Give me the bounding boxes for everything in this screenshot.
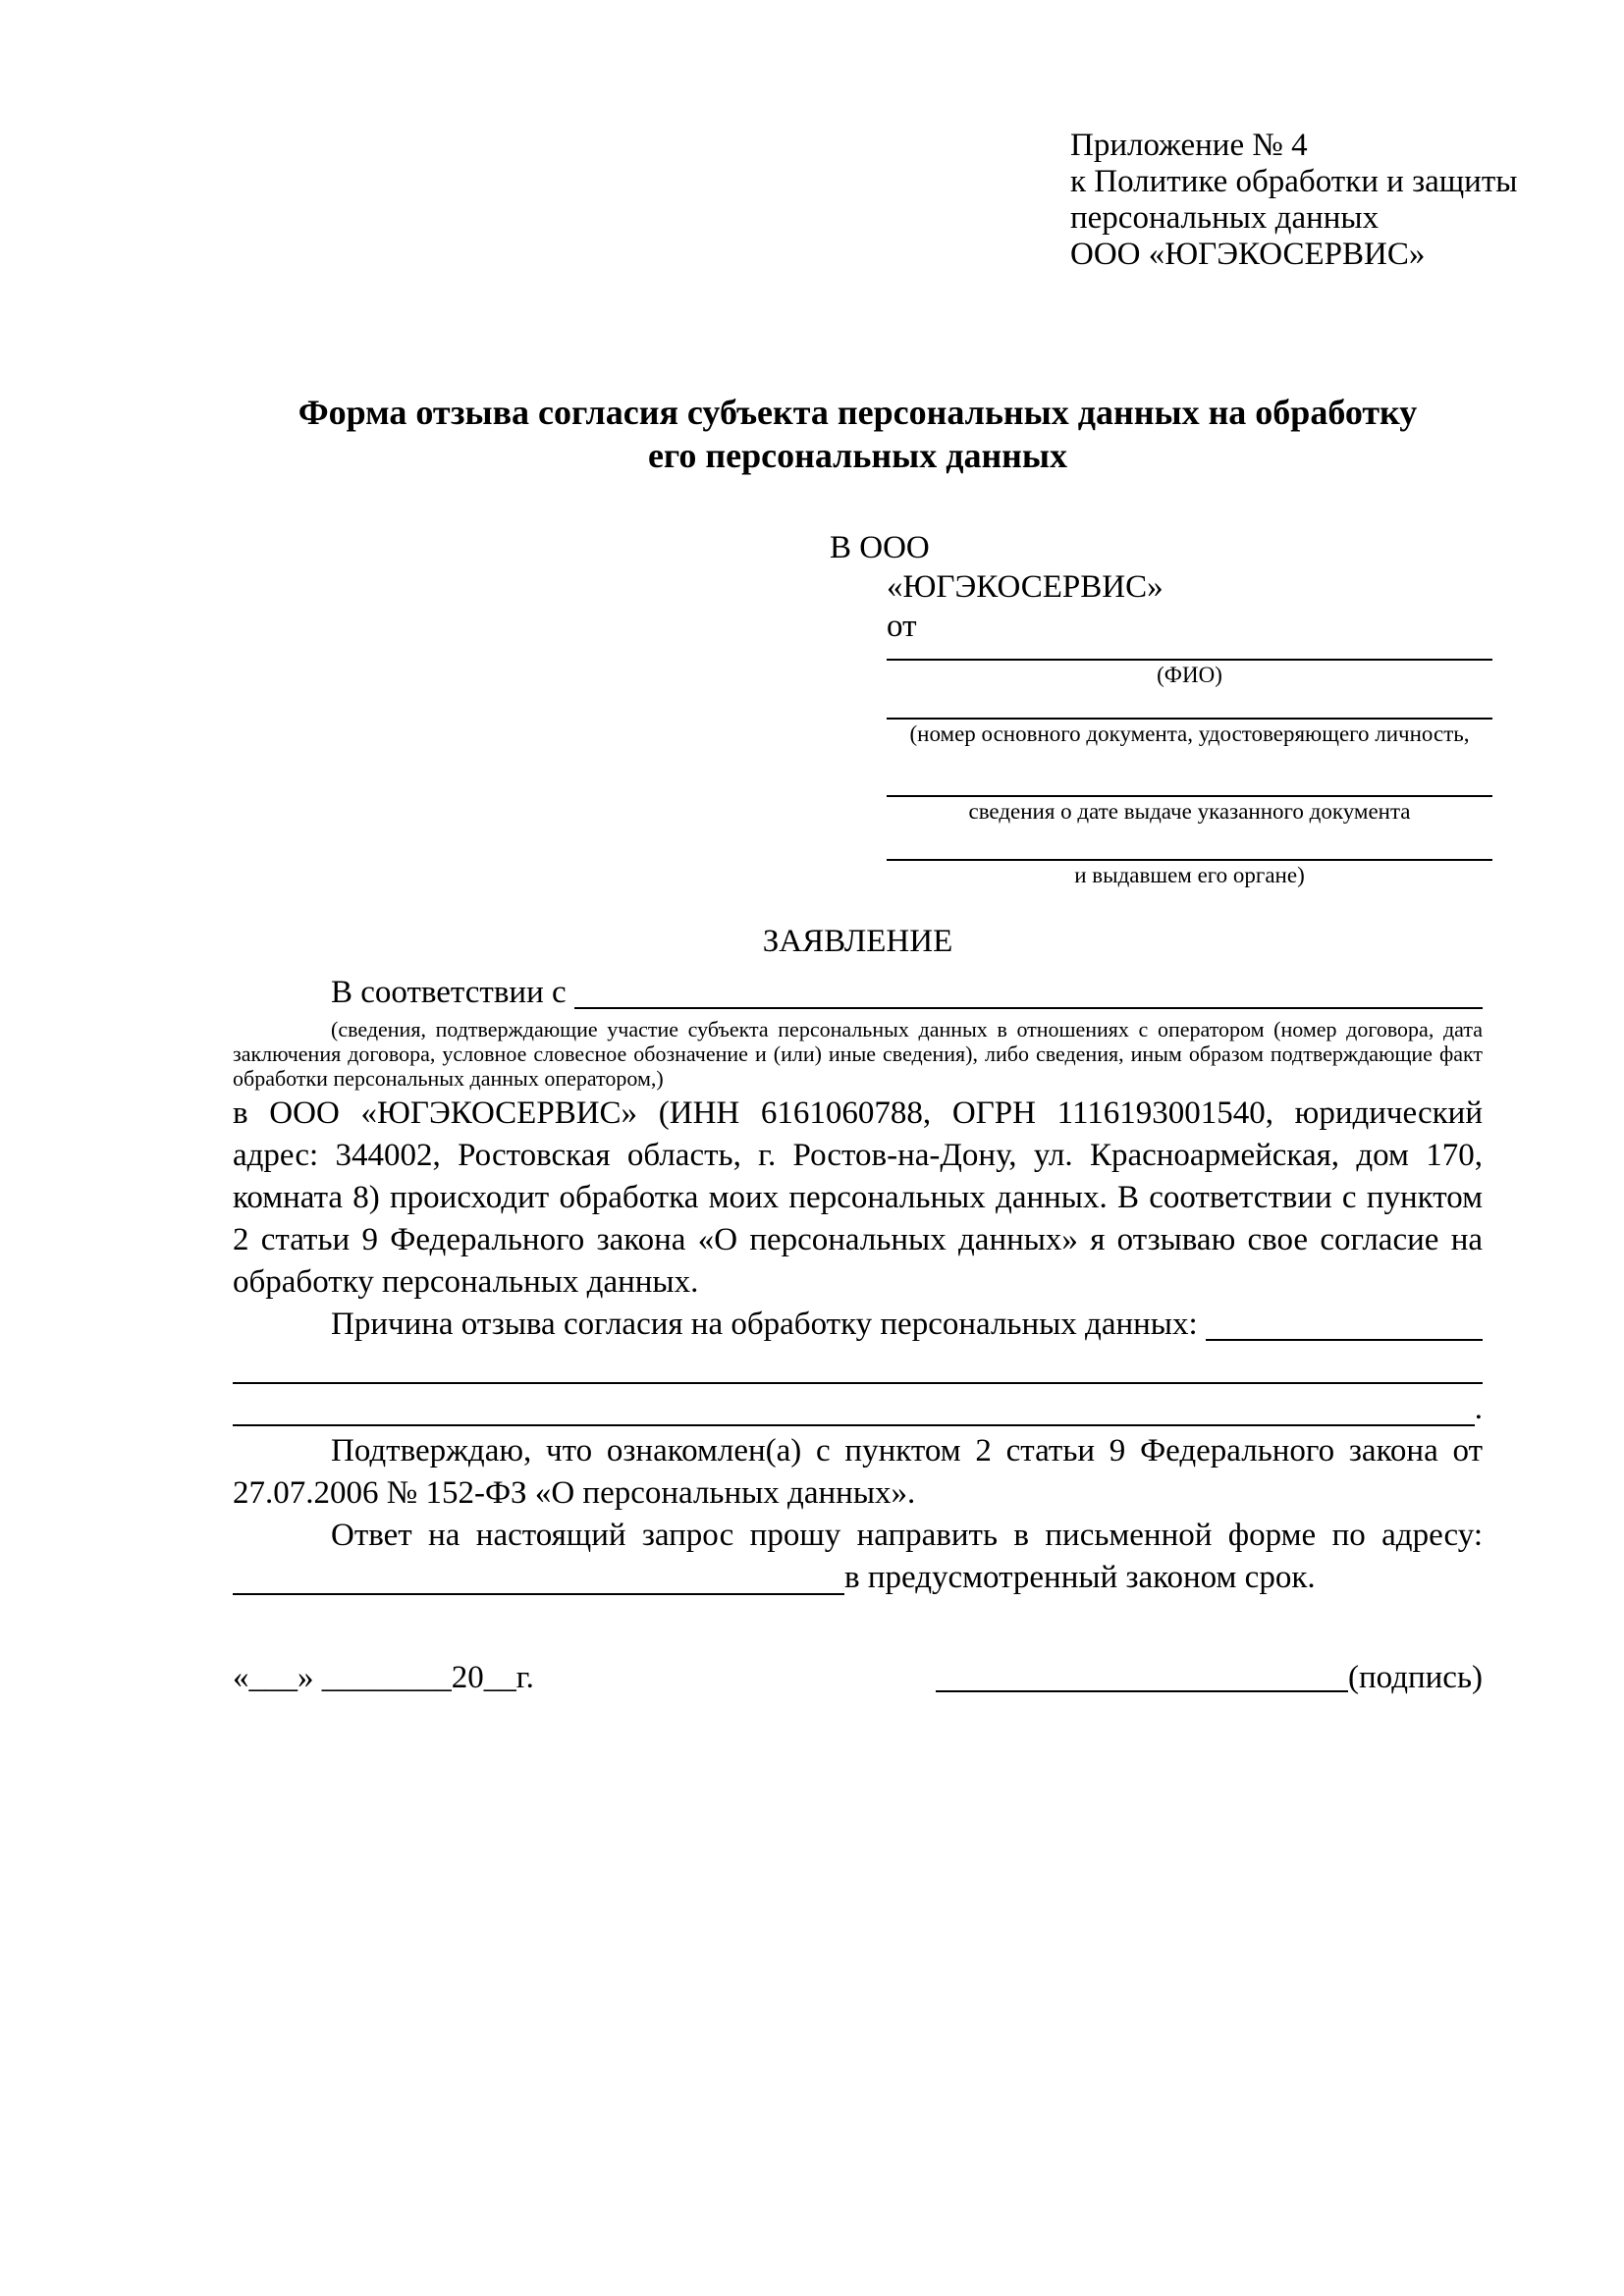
reply-address-row: [233, 1557, 1483, 1599]
statement-heading: ЗАЯВЛЕНИЕ: [762, 924, 953, 959]
issue-date-blank-line: [887, 749, 1492, 797]
document-number-caption: (номер основного документа, удостоверяющего личность,: [909, 721, 1470, 746]
annex-line-1: Приложение № 4: [1070, 128, 1308, 163]
reply-tail-text: в предусмотренный законом срок.: [844, 1560, 1316, 1595]
reason-blank-row-1: [233, 1346, 1483, 1388]
fio-caption: (ФИО): [1157, 663, 1222, 687]
issuing-authority-caption: и выдавшем его органе): [1074, 863, 1305, 887]
annex-line-4: ООО «ЮГЭКОСЕРВИС»: [1070, 237, 1426, 272]
signature-group: [936, 1657, 1483, 1699]
signature-blank-line: [936, 1657, 1348, 1692]
document-number-blank-line: [887, 690, 1492, 720]
addressee-from-label: от: [887, 609, 917, 644]
annex-line-2: к Политике обработки и защиты: [1070, 164, 1518, 199]
reason-blank-row-2: [233, 1388, 1483, 1430]
statement-main-text: в ООО «ЮГЭКОСЕРВИС» (ИНН 6161060788, ОГРН 1116193001540, юридический адрес: 344002, Ростовская область, г. Ростов-на-Дону, ул. Красноармейская, дом 170, комната 8) происходит обработка моих персональных данных. В соответствии с пунктом 2 статьи 9 Федерального закона «О персональных данных» я отзываю свое согласие на обработку персональных данных.: [233, 1095, 1483, 1300]
reply-request-text: Ответ на настоящий запрос прошу направить в письменной форме по адресу:: [331, 1518, 1483, 1553]
issuing-authority-blank-line: [887, 827, 1492, 861]
accordance-lead-text: В соответствии с: [331, 975, 574, 1010]
reason-lead-text: Причина отзыва согласия на обработку персональных данных:: [331, 1307, 1206, 1342]
blank-line-period: .: [1474, 1391, 1483, 1426]
address-blank-line: [233, 1557, 844, 1595]
reason-blank-line: [1206, 1304, 1483, 1341]
accordance-blank-line: [574, 972, 1483, 1009]
reason-blank-line-3: [233, 1388, 1475, 1426]
annex-block: [1070, 128, 1561, 273]
addressee-org-line-2: «ЮГЭКОСЕРВИС»: [887, 569, 1164, 605]
reason-blank-line-2: [233, 1346, 1483, 1384]
addressee-block: [830, 528, 1507, 890]
annex-line-3: персональных данных: [1070, 200, 1380, 236]
signature-caption: (подпись): [1348, 1660, 1483, 1695]
date-placeholder-text: «___» ________20__г.: [233, 1660, 534, 1695]
date-signature-row: [233, 1657, 1483, 1699]
footnote-text: (сведения, подтверждающие участие субъекта персональных данных в отношениях с оператором (номер договора, дата заключения договора, условное словесное обозначение и (или) иные сведения), либо сведения, иным образом подтверждающие факт обработки персональных данных оператором,): [233, 1017, 1483, 1091]
confirmation-text: Подтверждаю, что ознакомлен(а) с пунктом 2 статьи 9 Федерального закона от 27.07.2006 № 152-ФЗ «О персональных данных».: [233, 1433, 1483, 1511]
reason-row: [233, 1304, 1483, 1346]
addressee-org-line-1: В ООО: [830, 530, 930, 565]
statement-body: [233, 972, 1483, 1599]
document-title: [233, 391, 1483, 477]
accordance-row: [233, 972, 1483, 1014]
document-title-line-1: Форма отзыва согласия субъекта персональных данных на обработку: [298, 393, 1418, 432]
document-title-line-2: его персональных данных: [647, 436, 1068, 475]
fio-blank-line: [887, 646, 1492, 661]
issue-date-caption: сведения о дате выдаче указанного документа: [968, 799, 1411, 824]
